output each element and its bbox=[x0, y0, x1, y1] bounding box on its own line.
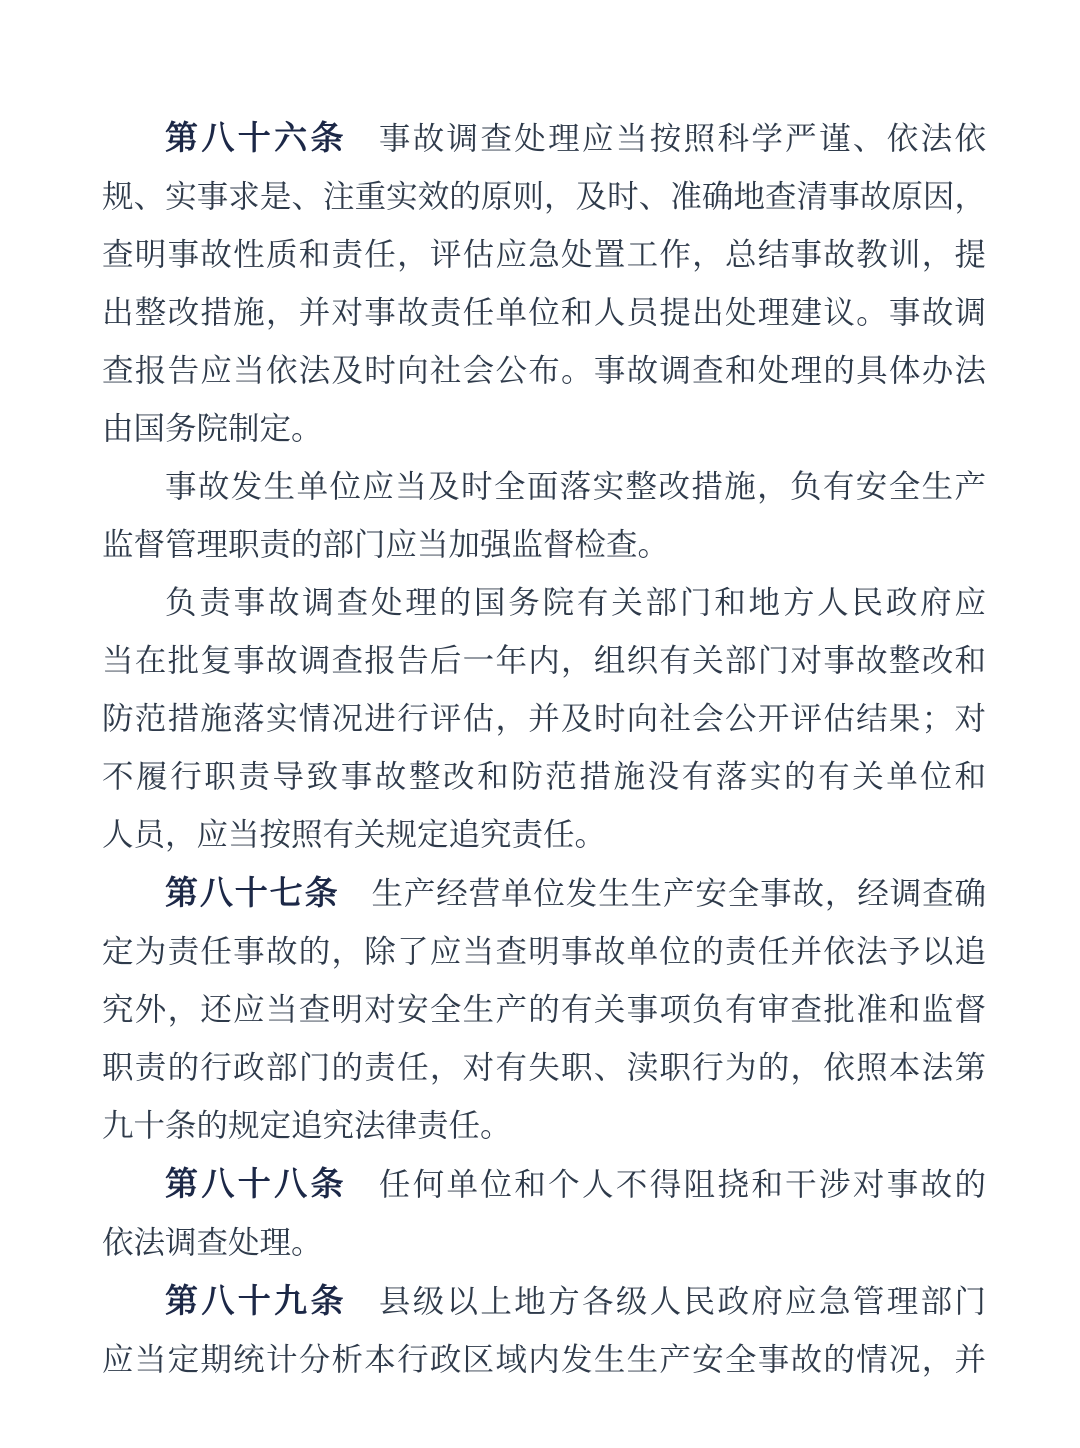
text-line: 事故发生单位应当及时全面落实整改措施，负有安全生产 bbox=[165, 469, 986, 504]
text-line: 第八十九条 县级以上地方各级人民政府应急管理部门 bbox=[165, 1281, 986, 1320]
paragraph-article-88 bbox=[102, 1155, 986, 1272]
document-body bbox=[102, 109, 986, 1389]
text-line: 应当定期统计分析本行政区域内发生生产安全事故的情况，并 bbox=[102, 1342, 986, 1377]
text-line: 究外，还应当查明对安全生产的有关事项负有审查批准和监督 bbox=[102, 992, 986, 1027]
article-number: 第八十六条 bbox=[165, 118, 347, 157]
paragraph-article-86-clause-2 bbox=[102, 458, 986, 574]
text-line: 九十条的规定追究法律责任。 bbox=[102, 1108, 512, 1143]
text-line: 规、实事求是、注重实效的原则，及时、准确地查清事故原因， bbox=[102, 179, 986, 214]
text-line: 人员，应当按照有关规定追究责任。 bbox=[102, 817, 607, 852]
text-line: 查报告应当依法及时向社会公布。事故调查和处理的具体办法 bbox=[102, 353, 986, 388]
text-line: 负责事故调查处理的国务院有关部门和地方人民政府应 bbox=[165, 585, 986, 620]
text-line: 第八十六条 事故调查处理应当按照科学严谨、依法依 bbox=[165, 118, 986, 157]
article-number: 第八十九条 bbox=[165, 1281, 347, 1320]
text-line: 监督管理职责的部门应当加强监督检查。 bbox=[102, 527, 670, 562]
text-line: 查明事故性质和责任，评估应急处置工作，总结事故教训，提 bbox=[102, 237, 986, 272]
text-line: 定为责任事故的，除了应当查明事故单位的责任并依法予以追 bbox=[102, 934, 986, 969]
text-line: 当在批复事故调查报告后一年内，组织有关部门对事故整改和 bbox=[102, 643, 986, 678]
text-line: 依法调查处理。 bbox=[102, 1225, 323, 1260]
paragraph-article-89 bbox=[102, 1272, 986, 1389]
text-line: 职责的行政部门的责任，对有失职、渎职行为的，依照本法第 bbox=[102, 1050, 986, 1085]
text-line: 第八十八条 任何单位和个人不得阻挠和干涉对事故的 bbox=[165, 1164, 986, 1203]
text-line: 由国务院制定。 bbox=[102, 411, 323, 446]
text-line: 出整改措施，并对事故责任单位和人员提出处理建议。事故调 bbox=[102, 295, 986, 330]
paragraph-article-86-clause-3 bbox=[102, 574, 986, 864]
article-number: 第八十七条 bbox=[165, 873, 340, 912]
text-line: 第八十七条 生产经营单位发生生产安全事故，经调查确 bbox=[165, 873, 986, 912]
text-line: 防范措施落实情况进行评估，并及时向社会公开评估结果；对 bbox=[102, 701, 986, 736]
article-number: 第八十八条 bbox=[165, 1164, 347, 1203]
paragraph-article-87 bbox=[102, 864, 986, 1155]
text-line: 不履行职责导致事故整改和防范措施没有落实的有关单位和 bbox=[102, 759, 986, 794]
paragraph-article-86 bbox=[102, 109, 986, 458]
